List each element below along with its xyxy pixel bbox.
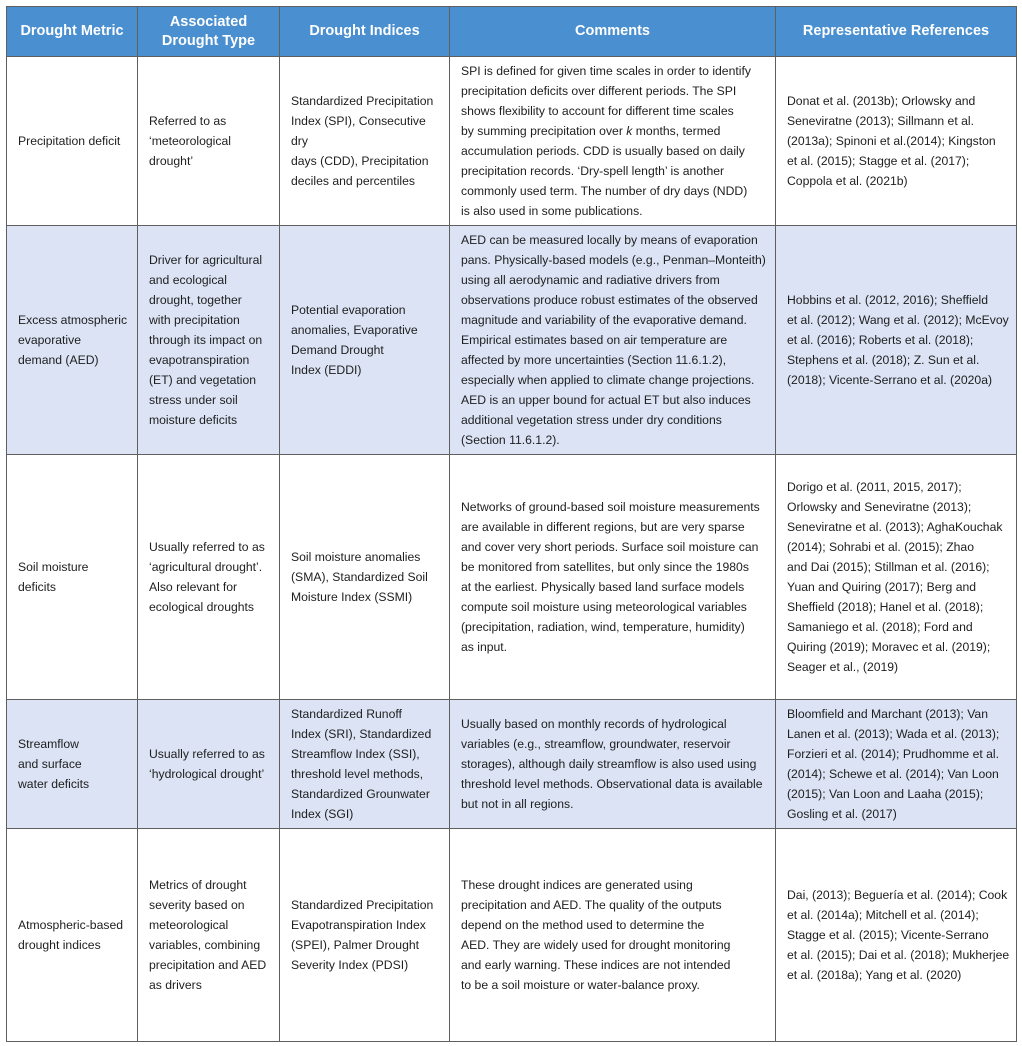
header-drought-indices: Drought Indices xyxy=(280,7,450,57)
comments-text-part: Networks of ground-based soil moisture measurements are available in different regions, but are very sparse and cover very short periods. Surface soil moisture can be monitored from satellites, but only since the 1980s at the earliest. Physically based land surface models compute soil moisture using meteorological variables (precipitation, radiation, wind, temperature, humidity) as input. xyxy=(461,500,760,654)
header-comments: Comments xyxy=(450,7,776,57)
cell-drought-indices: Soil moisture anomalies (SMA), Standardized Soil Moisture Index (SSMI) xyxy=(280,455,450,700)
cell-references: Bloomfield and Marchant (2013); Van Lanen et al. (2013); Wada et al. (2013); Forzieri et al. (2014); Prudhomme et al. (2014); Schewe et al. (2014); Van Loon (2015); Van Loon and Laaha (2015); Gosling et al. (2017) xyxy=(776,700,1017,829)
comments-italic-k: k xyxy=(626,124,633,138)
cell-drought-type: Metrics of drought severity based on meteorological variables, combining precipitation and AED as drivers xyxy=(138,829,280,1042)
table-row-excess-aed xyxy=(7,226,1017,455)
table-row-atmospheric-based-indices xyxy=(7,829,1017,1042)
header-representative-references: Representative References xyxy=(776,7,1017,57)
cell-drought-type: Driver for agricultural and ecological drought, together with precipitation through its impact on evapotranspiration (ET) and vegetation stress under soil moisture deficits xyxy=(138,226,280,455)
comments-text-part: SPI is defined for given time scales in order to identify precipitation deficits over different periods. The SPI shows flexibility to account for different time scales by summing precipitation over xyxy=(461,64,751,138)
cell-drought-metric: Excess atmospheric evaporative demand (AED) xyxy=(7,226,138,455)
cell-drought-indices: Standardized Runoff Index (SRI), Standardized Streamflow Index (SSI), threshold level methods, Standardized Grounwater Index (SGI) xyxy=(280,700,450,829)
cell-drought-metric: Atmospheric-based drought indices xyxy=(7,829,138,1042)
cell-drought-metric: Precipitation deficit xyxy=(7,57,138,226)
cell-comments xyxy=(450,226,776,455)
cell-comments xyxy=(450,455,776,700)
cell-comments xyxy=(450,57,776,226)
header-drought-metric: Drought Metric xyxy=(7,7,138,57)
cell-references: Hobbins et al. (2012, 2016); Sheffield et al. (2012); Wang et al. (2012); McEvoy et al. (2016); Roberts et al. (2018); Stephens et al. (2018); Z. Sun et al. (2018); Vicente-Serrano et al. (2020a) xyxy=(776,226,1017,455)
cell-drought-indices: Potential evaporation anomalies, Evaporative Demand Drought Index (EDDI) xyxy=(280,226,450,455)
cell-drought-type: Usually referred to as ‘hydrological drought’ xyxy=(138,700,280,829)
cell-drought-type: Referred to as ‘meteorological drought’ xyxy=(138,57,280,226)
comments-text-part: Usually based on monthly records of hydrological variables (e.g., streamflow, groundwater, reservoir storages), although daily streamflow is also used using threshold level methods. Observational data is available but not in all regions. xyxy=(461,717,763,811)
cell-drought-metric: Soil moisture deficits xyxy=(7,455,138,700)
cell-comments xyxy=(450,829,776,1042)
cell-comments xyxy=(450,700,776,829)
comments-text-part: These drought indices are generated using precipitation and AED. The quality of the outputs depend on the method used to determine the AED. They are widely used for drought monitoring and early warning. These indices are not intended to be a soil moisture or water-balance proxy. xyxy=(461,878,731,992)
comments-text-part: months, termed accumulation periods. CDD is usually based on daily precipitation records. ‘Dry-spell length’ is another commonly used term. The number of dry days (NDD) is also used in some publications. xyxy=(461,124,748,218)
table-row-precipitation-deficit xyxy=(7,57,1017,226)
cell-references: Dai, (2013); Beguería et al. (2014); Cook et al. (2014a); Mitchell et al. (2014); Stagge et al. (2015); Vicente-Serrano et al. (2015); Dai et al. (2018); Mukherjee et al. (2018a); Yang et al. (2020) xyxy=(776,829,1017,1042)
cell-references: Donat et al. (2013b); Orlowsky and Seneviratne (2013); Sillmann et al. (2013a); Spinoni et al.(2014); Kingston et al. (2015); Stagge et al. (2017); Coppola et al. (2021b) xyxy=(776,57,1017,226)
header-associated-drought-type: Associated Drought Type xyxy=(138,7,280,57)
cell-drought-type: Usually referred to as ‘agricultural drought’. Also relevant for ecological droughts xyxy=(138,455,280,700)
table-row-streamflow-deficits xyxy=(7,700,1017,829)
comments-text-part: AED can be measured locally by means of evaporation pans. Physically-based models (e.g., Penman–Monteith) using all aerodynamic and radiative drivers from observations produce robust estimates of the observed magnitude and variability of the evaporative demand. Empirical estimates based on air temperature are affected by more uncertainties (Section 11.6.1.2), especially when applied to climate change projections. AED is an upper bound for actual ET but also induces additional vegetation stress under dry conditions (Section 11.6.1.2). xyxy=(461,233,766,447)
header-row xyxy=(7,7,1017,57)
cell-references: Dorigo et al. (2011, 2015, 2017); Orlowsky and Seneviratne (2013); Seneviratne et al. (2013); AghaKouchak (2014); Sohrabi et al. (2015); Zhao and Dai (2015); Stillman et al. (2016); Yuan and Quiring (2017); Berg and Sheffield (2018); Hanel et al. (2018); Samaniego et al. (2018); Ford and Quiring (2019); Moravec et al. (2019); Seager et al., (2019) xyxy=(776,455,1017,700)
drought-metrics-table xyxy=(6,6,1017,1042)
cell-drought-indices: Standardized Precipitation Evapotranspiration Index (SPEI), Palmer Drought Severity Index (PDSI) xyxy=(280,829,450,1042)
table-row-soil-moisture-deficits xyxy=(7,455,1017,700)
cell-drought-metric: Streamflow and surface water deficits xyxy=(7,700,138,829)
cell-drought-indices: Standardized Precipitation Index (SPI), Consecutive dry days (CDD), Precipitation deciles and percentiles xyxy=(280,57,450,226)
